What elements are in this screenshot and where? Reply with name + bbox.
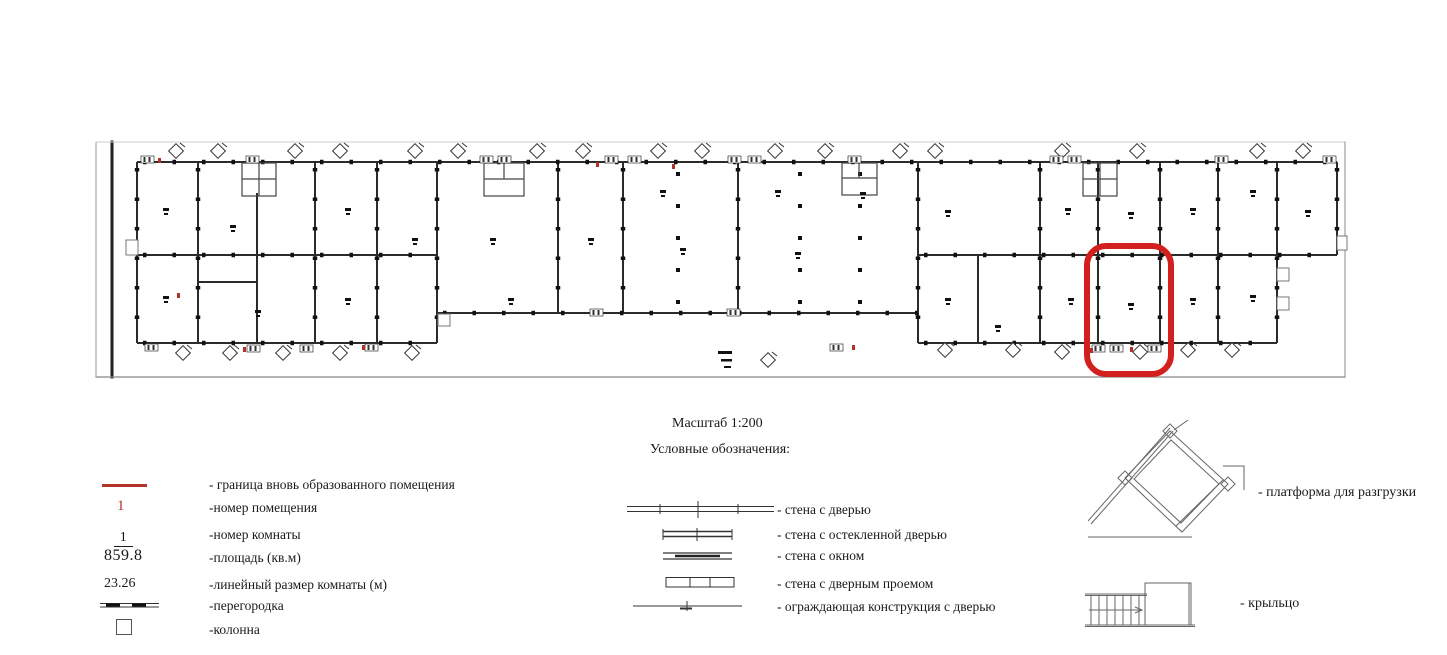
exterior-marks (718, 351, 732, 368)
legend-room-number-label: -номер помещения (209, 500, 318, 515)
unloading-platform-label: - платформа для разгрузки (1258, 485, 1417, 500)
wall-doorway-icon (665, 575, 737, 590)
partition-icon (99, 600, 161, 611)
legend-column-label: -колонна (209, 622, 260, 637)
wall-with-window-icon (662, 550, 734, 562)
legend-unit-number-label: -номер комнаты (209, 527, 301, 542)
highlighted-room-boundary (1084, 243, 1174, 377)
porch-label: - крыльцо (1240, 596, 1300, 611)
legend-room-number-sample: 1 (117, 498, 125, 514)
wall-with-door-label: - стена с дверью (777, 502, 871, 517)
unloading-platform-icon (1088, 420, 1256, 545)
wall-glazed-door-icon (662, 528, 734, 541)
legend-boundary-line (102, 484, 147, 487)
porch-icon (1083, 578, 1198, 630)
hall-columns (678, 172, 860, 310)
legend-area-sample: 859.8 (104, 547, 143, 564)
enclosing-construction-door-label: - ограждающая конструкция с дверью (777, 599, 996, 614)
legend-linear-dim-label: -линейный размер комнаты (м) (209, 577, 387, 592)
legend-unit-number-sample: 1 (114, 530, 133, 547)
wall-glazed-door-label: - стена с остекленной дверью (777, 527, 947, 542)
wall-doorway-label: - стена с дверным проемом (777, 576, 934, 591)
column-icon (116, 619, 132, 635)
loading-dock-icons-bottom (176, 342, 1241, 367)
legend-heading: Условные обозначения: (650, 442, 791, 457)
vestibule-rooms (242, 163, 1117, 196)
legend-unit-area-sample (104, 528, 143, 565)
legend-partition-label: -перегородка (209, 598, 284, 613)
enclosing-construction-door-icon (632, 599, 744, 612)
legend-boundary-label: - граница вновь образованного помещения (209, 477, 455, 492)
wall-with-door-icon (626, 501, 776, 518)
legend-area-label: -площадь (кв.м) (209, 550, 301, 565)
legend-linear-dim-sample: 23.26 (104, 576, 136, 591)
wall-with-window-label: - стена с окном (777, 548, 865, 563)
scale-label: Масштаб 1:200 (672, 416, 763, 431)
